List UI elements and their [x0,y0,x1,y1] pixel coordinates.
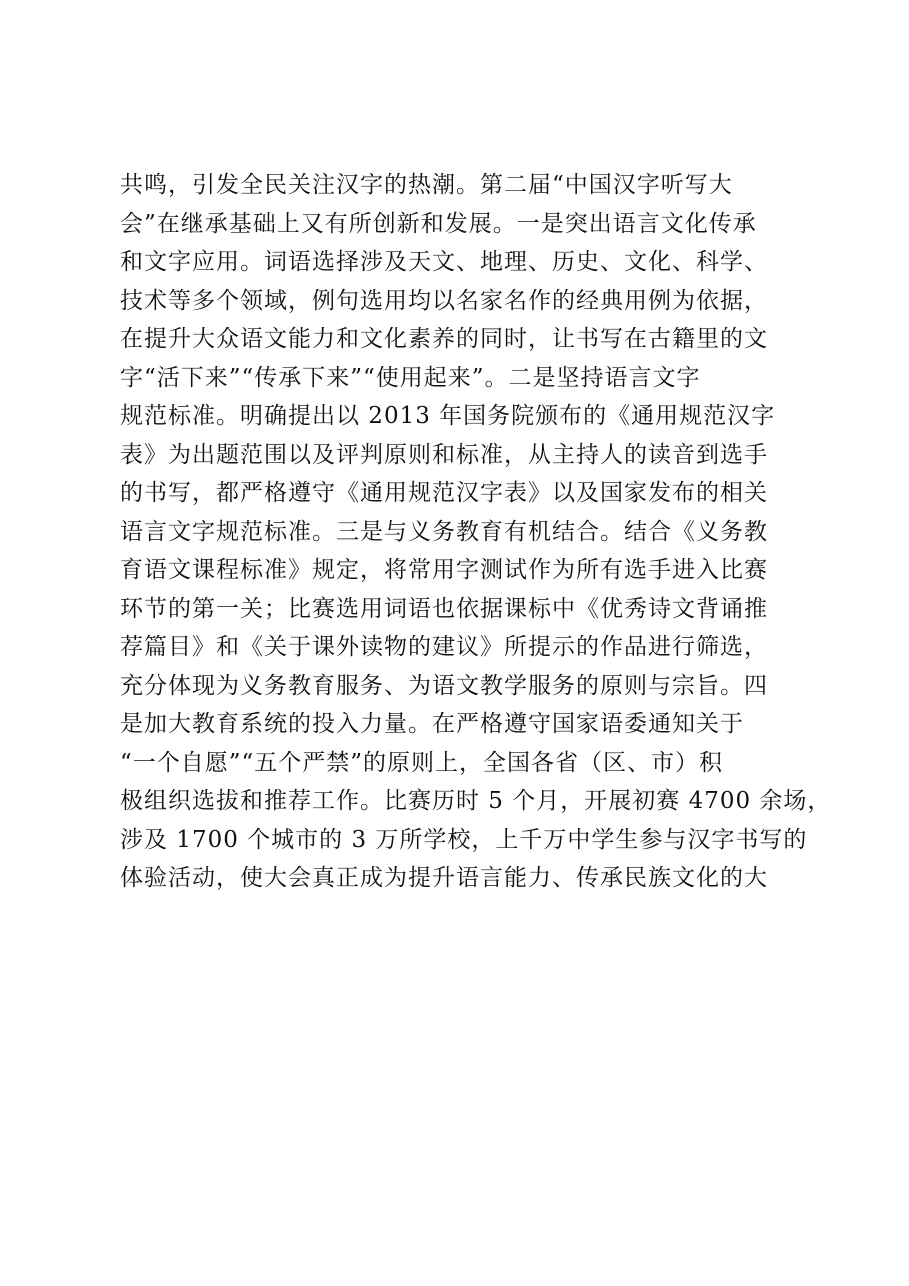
text-line: 表》为出题范围以及评判原则和标准，从主持人的读音到选手 [120,441,768,468]
text-line: 字“活下来”“传承下来”“使用起来”。二是坚持语言文字 [120,364,701,391]
text-line: 荐篇目》和《关于课外读物的建议》所提示的作品进行筛选， [120,634,768,660]
text-line: 的书写，都严格遵守《通用规范汉字表》以及国家发布的相关 [120,480,768,506]
text-line: “一个自愿”“五个严禁”的原则上，全国各省（区、市）积 [120,749,724,776]
text-line: 极组织选拔和推荐工作。比赛历时 5 个月，开展初赛 4700 余场， [120,788,832,814]
text-line: 规范标准。明确提出以 2013 年国务院颁布的《通用规范汉字 [120,403,776,429]
text-line: 在提升大众语文能力和文化素养的同时，让书写在古籍里的文 [120,326,768,352]
text-line: 共鸣，引发全民关注汉字的热潮。第二届“中国汉字听写大 [120,172,733,198]
text-line: 环节的第一关；比赛选用词语也依据课标中《优秀诗文背诵推 [120,595,768,622]
text-line: 体验活动，使大会真正成为提升语言能力、传承民族文化的大 [120,865,768,891]
text-line: 是加大教育系统的投入力量。在严格遵守国家语委通知关于 [120,711,744,737]
body-text [120,166,832,898]
text-line: 充分体现为义务教育服务、为语文教学服务的原则与宗旨。四 [120,672,768,699]
text-line: 和文字应用。词语选择涉及天文、地理、历史、文化、科学、 [120,249,768,275]
text-line: 技术等多个领域，例句选用均以名家名作的经典用例为依据， [120,287,768,314]
text-line: 涉及 1700 个城市的 3 万所学校，上千万中学生参与汉字书写的 [120,826,808,853]
text-line: 育语文课程标准》规定，将常用字测试作为所有选手进入比赛 [120,557,768,583]
text-line: 会”在继承基础上又有所创新和发展。一是突出语言文化传承 [120,210,757,237]
text-line: 语言文字规范标准。三是与义务教育有机结合。结合《义务教 [120,518,768,545]
